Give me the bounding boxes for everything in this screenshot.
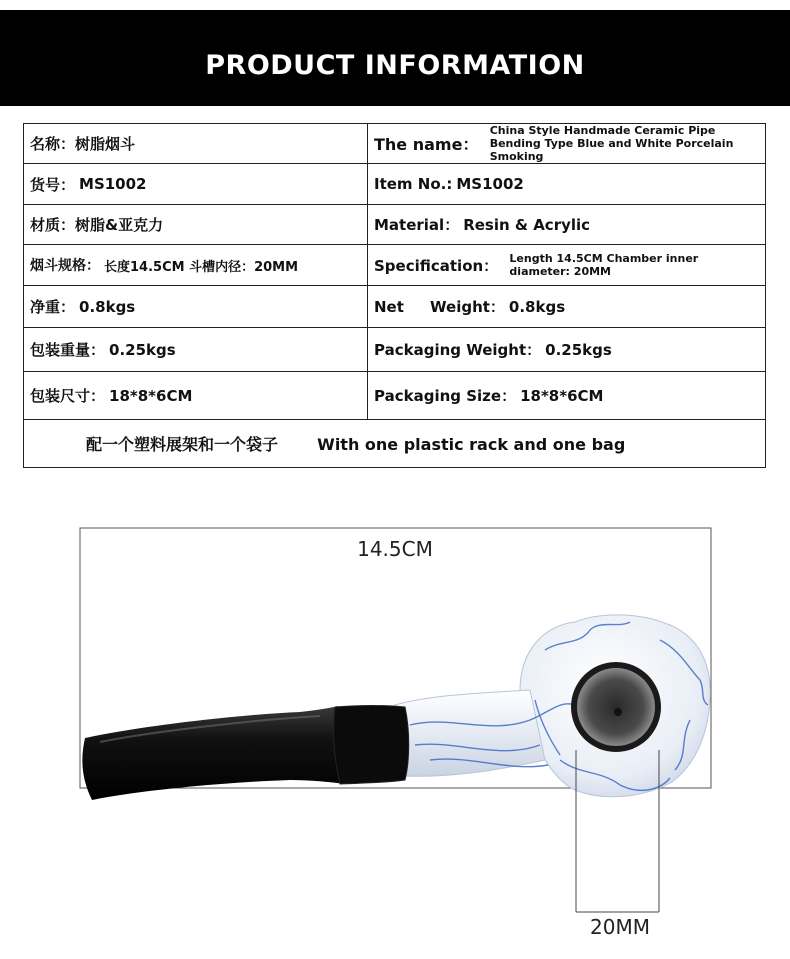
chamber-opening	[577, 668, 655, 746]
cn-cell	[24, 328, 368, 372]
spec-table	[23, 123, 766, 468]
en-net-label: Net Weight：	[374, 298, 505, 316]
footer-cn-text: 配一个塑料展架和一个袋子	[86, 435, 279, 454]
banner-title: PRODUCT INFORMATION	[205, 50, 585, 81]
cn-net-value: 0.8kgs	[79, 297, 136, 316]
table-row	[24, 124, 766, 164]
en-pkg-size-label: Packaging Size：	[374, 387, 517, 405]
pipe-illustration	[0, 500, 790, 959]
chamber-airhole	[614, 708, 622, 716]
en-cell	[368, 372, 766, 420]
table-row	[24, 372, 766, 420]
cn-cell	[24, 164, 368, 205]
cn-name-label: 名称：树脂烟斗	[30, 135, 136, 153]
table-row	[24, 328, 766, 372]
en-name-value: China Style Handmade Ceramic Pipe Bending Type Blue and White Porcelain Smoking	[489, 124, 734, 163]
en-name-label: The name：	[374, 135, 479, 154]
table-row	[24, 205, 766, 245]
en-material-value: Resin & Acrylic	[463, 215, 591, 234]
en-net-value: 0.8kgs	[508, 297, 566, 316]
en-cell	[368, 245, 766, 286]
pipe-stem	[82, 706, 345, 800]
en-cell	[368, 124, 766, 164]
en-item-value: MS1002	[456, 175, 524, 194]
cn-pkg-size-value: 18*8*6CM	[109, 386, 193, 405]
cn-net-label: 净重：	[30, 298, 76, 316]
footer-en-text: With one plastic rack and one bag	[317, 435, 626, 454]
table-row	[24, 245, 766, 286]
cn-pkg-size-label: 包装尺寸：	[30, 387, 106, 405]
en-cell	[368, 164, 766, 205]
cn-spec-value: 长度14.5CM 斗槽内径：20MM	[104, 259, 299, 275]
length-label: 14.5CM	[357, 537, 433, 561]
cn-pkg-weight-value: 0.25kgs	[109, 340, 176, 359]
cn-cell	[24, 205, 368, 245]
pipe-ferrule	[334, 706, 409, 785]
footer-cell	[24, 420, 766, 468]
table-row	[24, 286, 766, 328]
en-pkg-weight-label: Packaging Weight：	[374, 341, 542, 359]
header-banner	[0, 10, 790, 106]
en-spec-label: Specification：	[374, 256, 499, 275]
en-material-label: Material：	[374, 216, 460, 234]
en-pkg-weight-value: 0.25kgs	[545, 340, 612, 359]
en-cell	[368, 286, 766, 328]
cn-cell	[24, 245, 368, 286]
cn-material-value: 树脂&亚克力	[75, 216, 164, 234]
cn-pkg-weight-label: 包装重量：	[30, 341, 106, 359]
cn-cell	[24, 372, 368, 420]
en-pkg-size-value: 18*8*6CM	[520, 386, 604, 405]
en-cell	[368, 328, 766, 372]
cn-cell	[24, 124, 368, 164]
cn-material-label: 材质：	[30, 216, 76, 234]
cn-spec-label: 烟斗规格：	[30, 258, 100, 274]
cn-item-label: 货号：	[30, 175, 76, 194]
en-item-label: Item No.:	[374, 175, 453, 194]
en-spec-value: Length 14.5CM Chamber inner diameter: 20MM	[509, 252, 699, 278]
table-row	[24, 164, 766, 205]
cn-cell	[24, 286, 368, 328]
pipe-shank	[395, 690, 545, 776]
table-row	[24, 420, 766, 468]
en-cell	[368, 205, 766, 245]
cn-item-value: MS1002	[79, 175, 147, 193]
chamber-label: 20MM	[590, 915, 650, 939]
